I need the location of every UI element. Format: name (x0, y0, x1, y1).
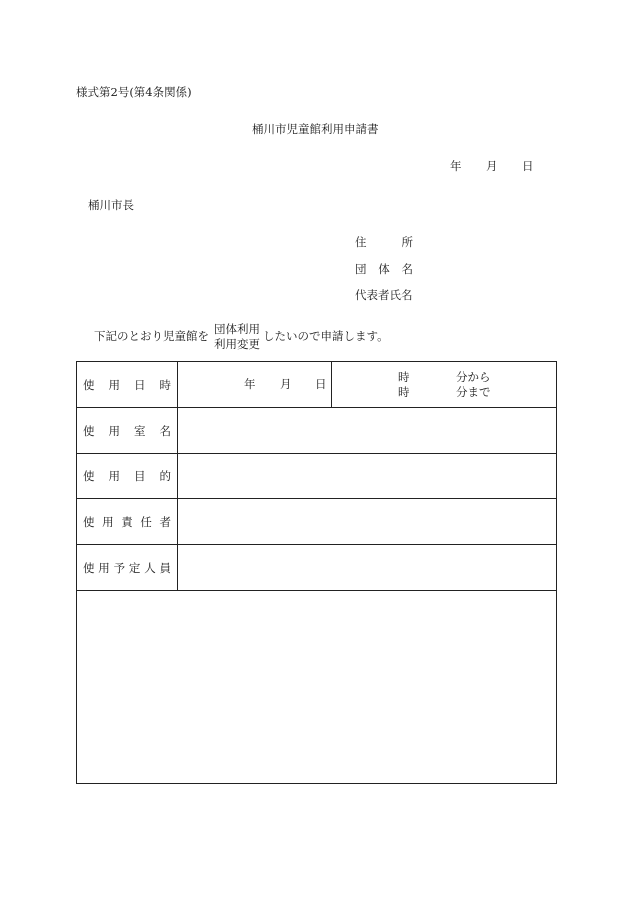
row-label-expected-attendees: 使 用 予 定 人 員 (77, 545, 178, 591)
row-label-room-name: 使 用 室 名 (77, 408, 178, 454)
applicant-address-label: 住 所 (355, 235, 413, 249)
responsible-person-field[interactable] (178, 499, 557, 545)
date-day-label: 日 (522, 159, 534, 173)
table-row (77, 545, 557, 591)
date-year-label: 年 (450, 159, 462, 173)
table-row (77, 362, 557, 408)
applicant-group-label: 団 体 名 (355, 262, 413, 276)
request-prefix: 下記のとおり児童館を (94, 329, 209, 343)
request-option-group-use: 団体利用 (214, 322, 260, 336)
time-from-hour: 時 (398, 369, 410, 384)
usage-time-field[interactable] (332, 362, 557, 408)
usage-date-field[interactable] (178, 362, 332, 408)
request-option-change: 利用変更 (214, 337, 260, 351)
usage-date-year: 年 (244, 376, 256, 391)
request-sentence (94, 324, 414, 354)
applicant-representative-label: 代表者氏名 (355, 288, 413, 302)
notes-area[interactable] (77, 591, 557, 784)
time-to-minute: 分まで (456, 384, 491, 399)
purpose-field[interactable] (178, 454, 557, 499)
date-month-label: 月 (486, 159, 498, 173)
addressee: 桶川市長 (88, 198, 134, 212)
row-label-purpose: 使 用 目 的 (77, 454, 178, 499)
usage-date-day: 日 (315, 376, 327, 391)
table-row (77, 499, 557, 545)
table-row (77, 408, 557, 454)
document-title: 桶川市児童館利用申請書 (252, 122, 379, 136)
request-suffix: したいので申請します。 (263, 329, 389, 343)
row-label-usage-datetime: 使 用 日 時 (77, 362, 178, 408)
table-row (77, 591, 557, 784)
room-name-field[interactable] (178, 408, 557, 454)
row-label-responsible-person: 使 用 責 任 者 (77, 499, 178, 545)
time-to-hour: 時 (398, 384, 410, 399)
usage-date-month: 月 (280, 376, 292, 391)
time-from-minute: 分から (456, 369, 491, 384)
application-table (76, 361, 557, 784)
form-number: 様式第2号(第4条関係) (76, 85, 192, 99)
expected-attendees-field[interactable] (178, 545, 557, 591)
table-row (77, 454, 557, 499)
